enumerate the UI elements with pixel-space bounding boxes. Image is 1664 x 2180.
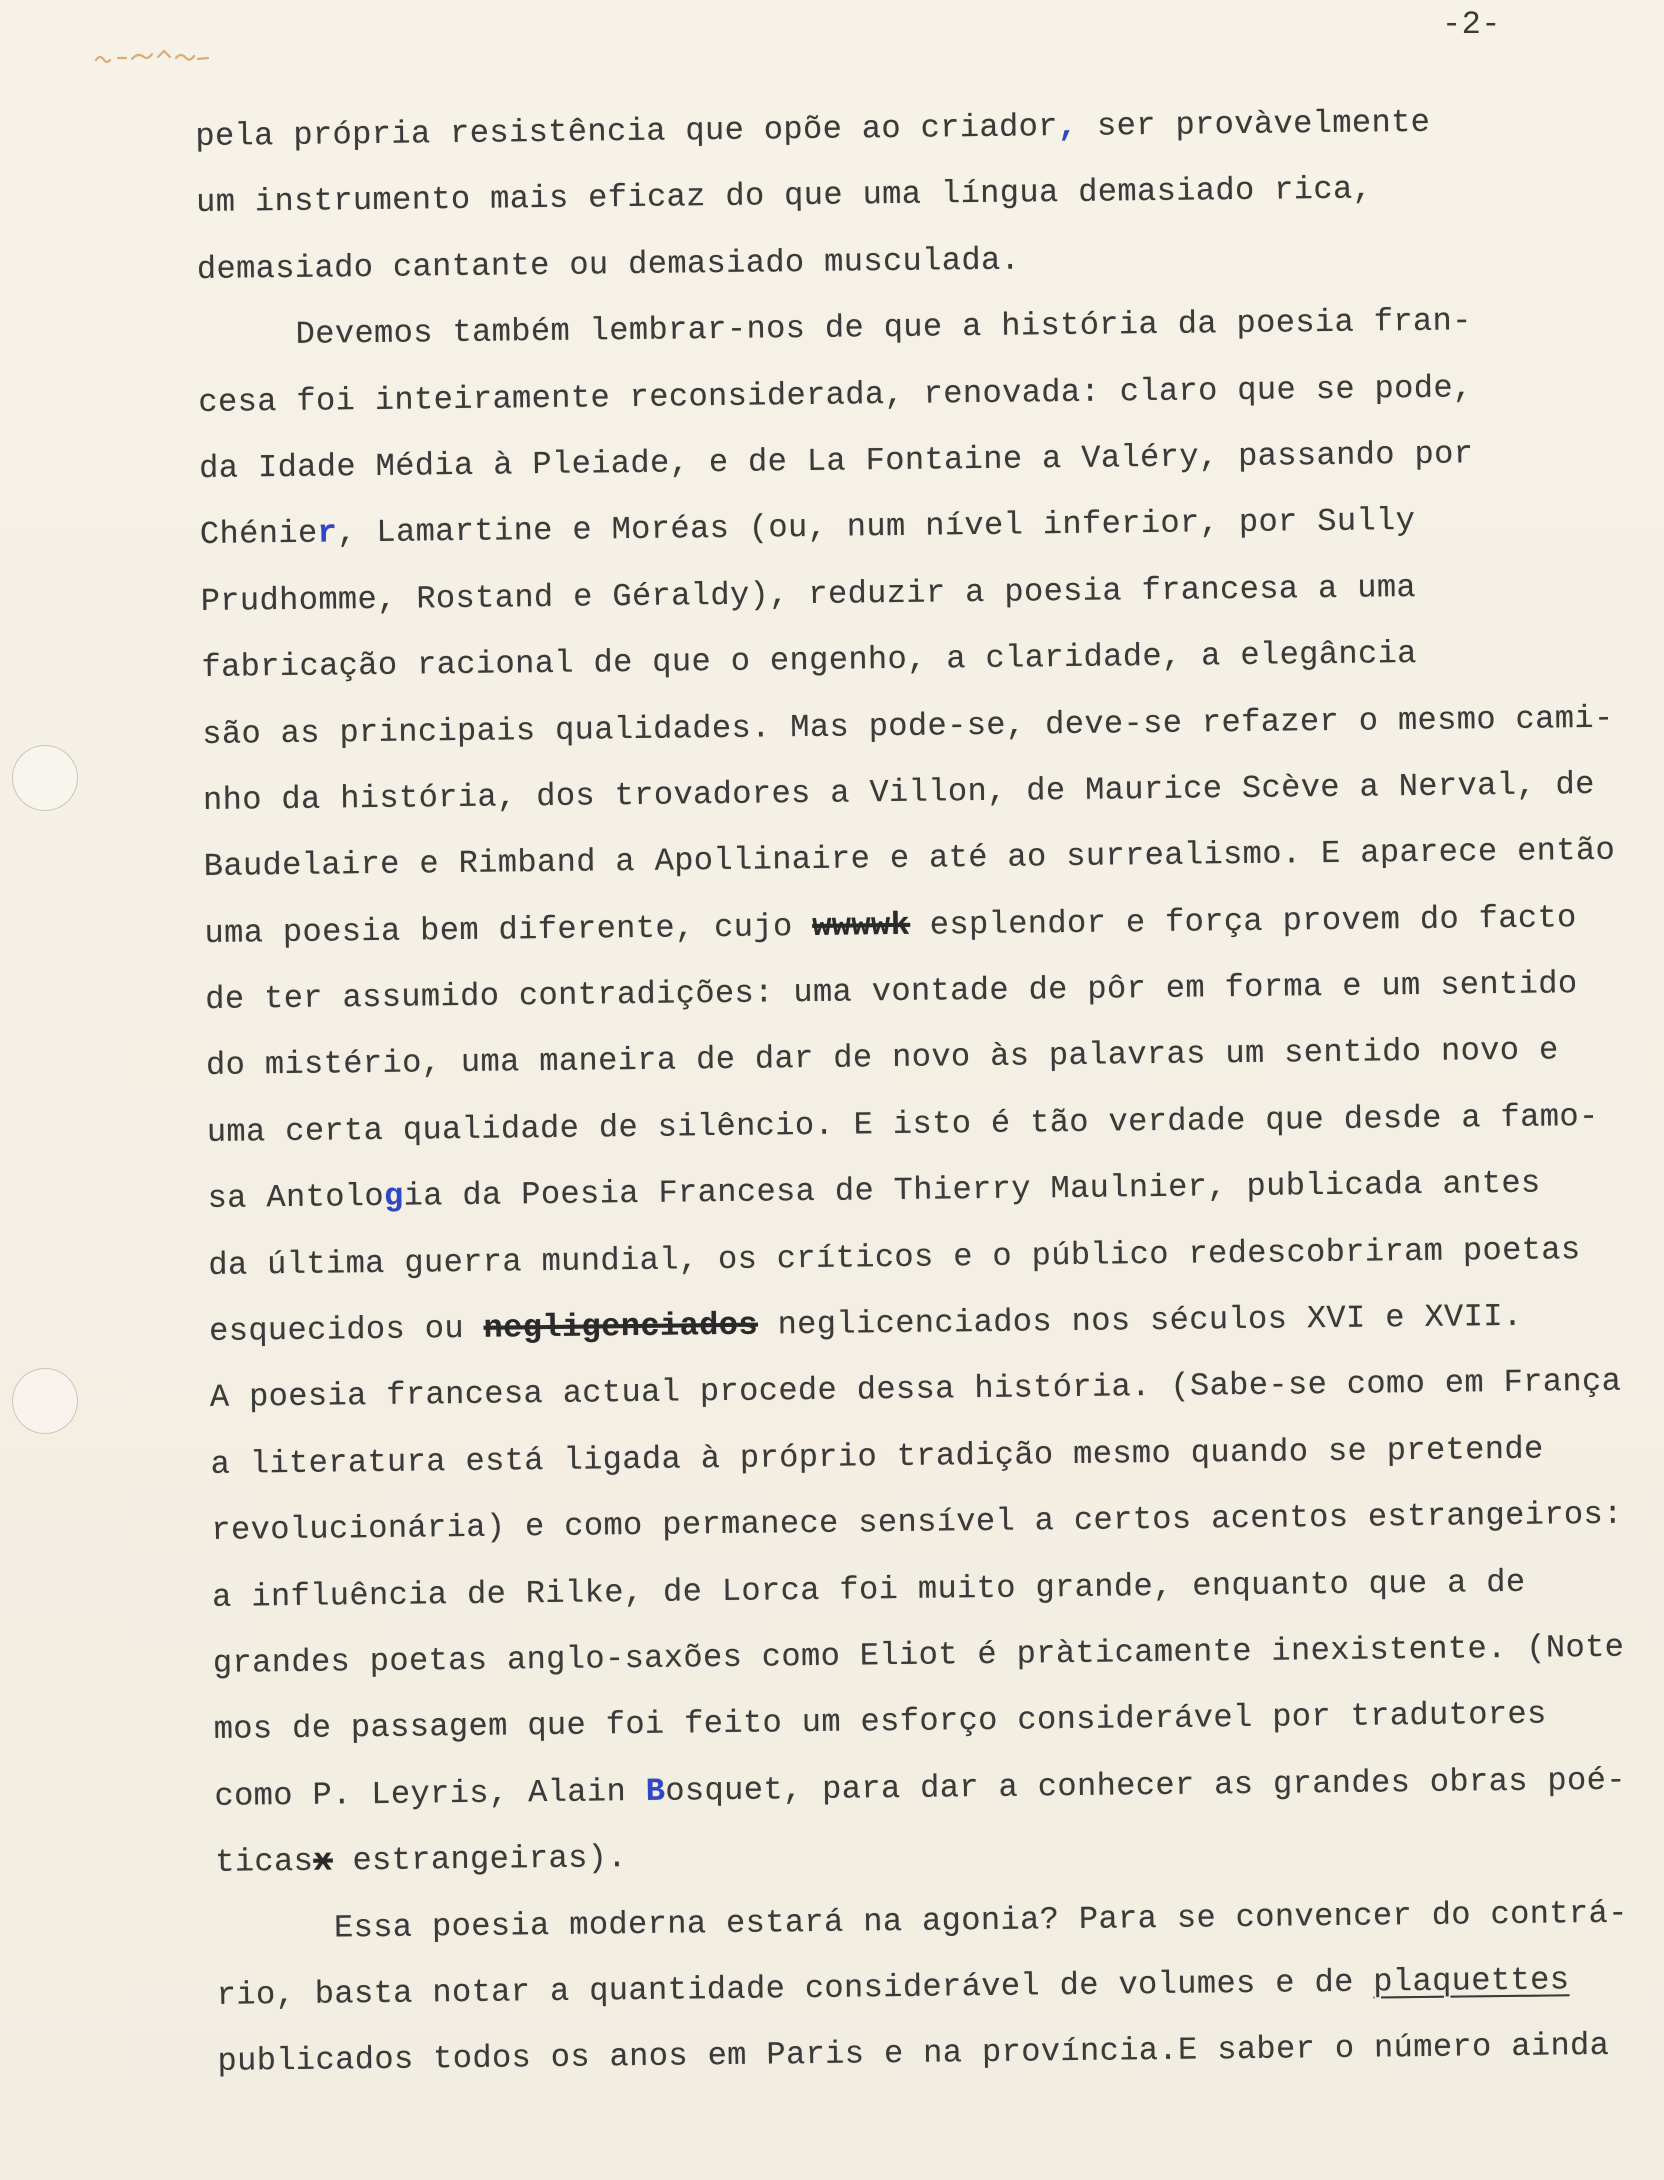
text-line: publicados todos os anos em Paris e na província.E saber o número ainda <box>217 2027 1610 2081</box>
punch-hole <box>12 745 78 811</box>
text-line: a influência de Rilke, de Lorca foi muito grande, enquanto que a de <box>211 1563 1526 1616</box>
text-line: a literatura está ligada à próprio tradição mesmo quando se pretende <box>210 1430 1544 1483</box>
text-line: revolucionária) e como permanece sensível a certos acentos estrangeiros: <box>211 1495 1623 1550</box>
line-text: ser provàvelmente <box>1077 103 1431 145</box>
line-text: esplendor e força provem do facto <box>910 898 1577 944</box>
text-line: do mistério, uma maneira de dar de novo às palavras um sentido novo e <box>205 1031 1559 1085</box>
struck-out-text: wwwwk <box>812 906 911 945</box>
line-text: ticas <box>215 1842 314 1882</box>
line-text: uma poesia bem diferente, cujo <box>204 907 813 952</box>
text-line: nho da história, dos trovadores a Villon, de Maurice Scève a Nerval, de <box>202 765 1595 819</box>
paragraph-start-line: Devemos também lembrar-nos de que a história da poesia fran- <box>295 302 1472 354</box>
page-number: -2- <box>1442 6 1501 43</box>
line-text: estrangeiras). <box>332 1839 628 1880</box>
struck-out-text: negligenciados <box>483 1306 759 1347</box>
text-line: grandes poetas anglo-saxões como Eliot é pràticamente inexistente. (Note <box>212 1628 1625 1682</box>
handwritten-correction: , <box>1057 107 1078 146</box>
line-text: rio, basta notar a quantidade considerável de volumes e de <box>216 1963 1374 2014</box>
handwritten-correction: B <box>645 1772 666 1810</box>
line-text: neglicenciados nos séculos XVI e XVII. <box>757 1297 1523 1344</box>
line-text: como P. Leyris, Alain <box>214 1772 646 1815</box>
text-line: um instrumento mais eficaz do que uma língua demasiado rica, <box>195 170 1373 222</box>
paragraph-start-line: Essa poesia moderna estará na agonia? Para se convencer do contrá- <box>333 1894 1628 1947</box>
line-text: pela própria resistência que opõe ao criador <box>195 108 1059 155</box>
handwritten-correction: g <box>383 1177 404 1216</box>
handwritten-correction: r <box>317 514 338 552</box>
text-line: A poesia francesa actual procede dessa história. (Sabe-se como em França <box>209 1363 1622 1417</box>
text-line: demasiado cantante ou demasiado musculada. <box>196 241 1021 288</box>
text-line: cesa foi inteiramente reconsiderada, renovada: claro que se pode, <box>198 368 1473 421</box>
text-line: uma certa qualidade de silêncio. E isto é tão verdade que desde a famo- <box>206 1097 1599 1151</box>
text-line: Baudelaire e Rimband a Apollinaire e até ao surrealismo. E aparece então <box>203 831 1616 886</box>
punch-hole <box>12 1368 78 1434</box>
text-line: Prudhomme, Rostand e Géraldy), reduzir a poesia francesa a uma <box>200 568 1417 620</box>
struck-out-text: x <box>313 1842 334 1880</box>
text-line: fabricação racional de que o engenho, a claridade, a elegância <box>201 635 1418 687</box>
pencil-mark <box>92 40 222 70</box>
line-text: ia da Poesia Francesa de Thierry Maulnier, publicada antes <box>403 1164 1541 1215</box>
text-line: são as principais qualidades. Mas pode-se, deve-se refazer o mesmo cami- <box>202 699 1614 753</box>
line-text: , Lamartine e Moréas (ou, num nível inferior, por Sully <box>336 502 1416 552</box>
text-line: mos de passagem que foi feito um esforço considerável por tradutores <box>213 1695 1547 1749</box>
line-text: osquet, para dar a conhecer as grandes obras poé- <box>665 1761 1627 1810</box>
line-text: Chénie <box>199 514 318 554</box>
underlined-term: plaquettes <box>1373 1961 1570 2001</box>
typed-body-text <box>195 88 1638 2096</box>
text-line: da Idade Média à Pleiade, e de La Fontaine a Valéry, passando por <box>198 435 1474 487</box>
line-text: esquecidos ou <box>208 1309 484 1350</box>
line-text: sa Antolo <box>207 1178 385 1218</box>
text-line: da última guerra mundial, os críticos e o público redescobriram poetas <box>208 1230 1581 1284</box>
text-line: de ter assumido contradições: uma vontade de pôr em forma e um sentido <box>205 965 1578 1019</box>
